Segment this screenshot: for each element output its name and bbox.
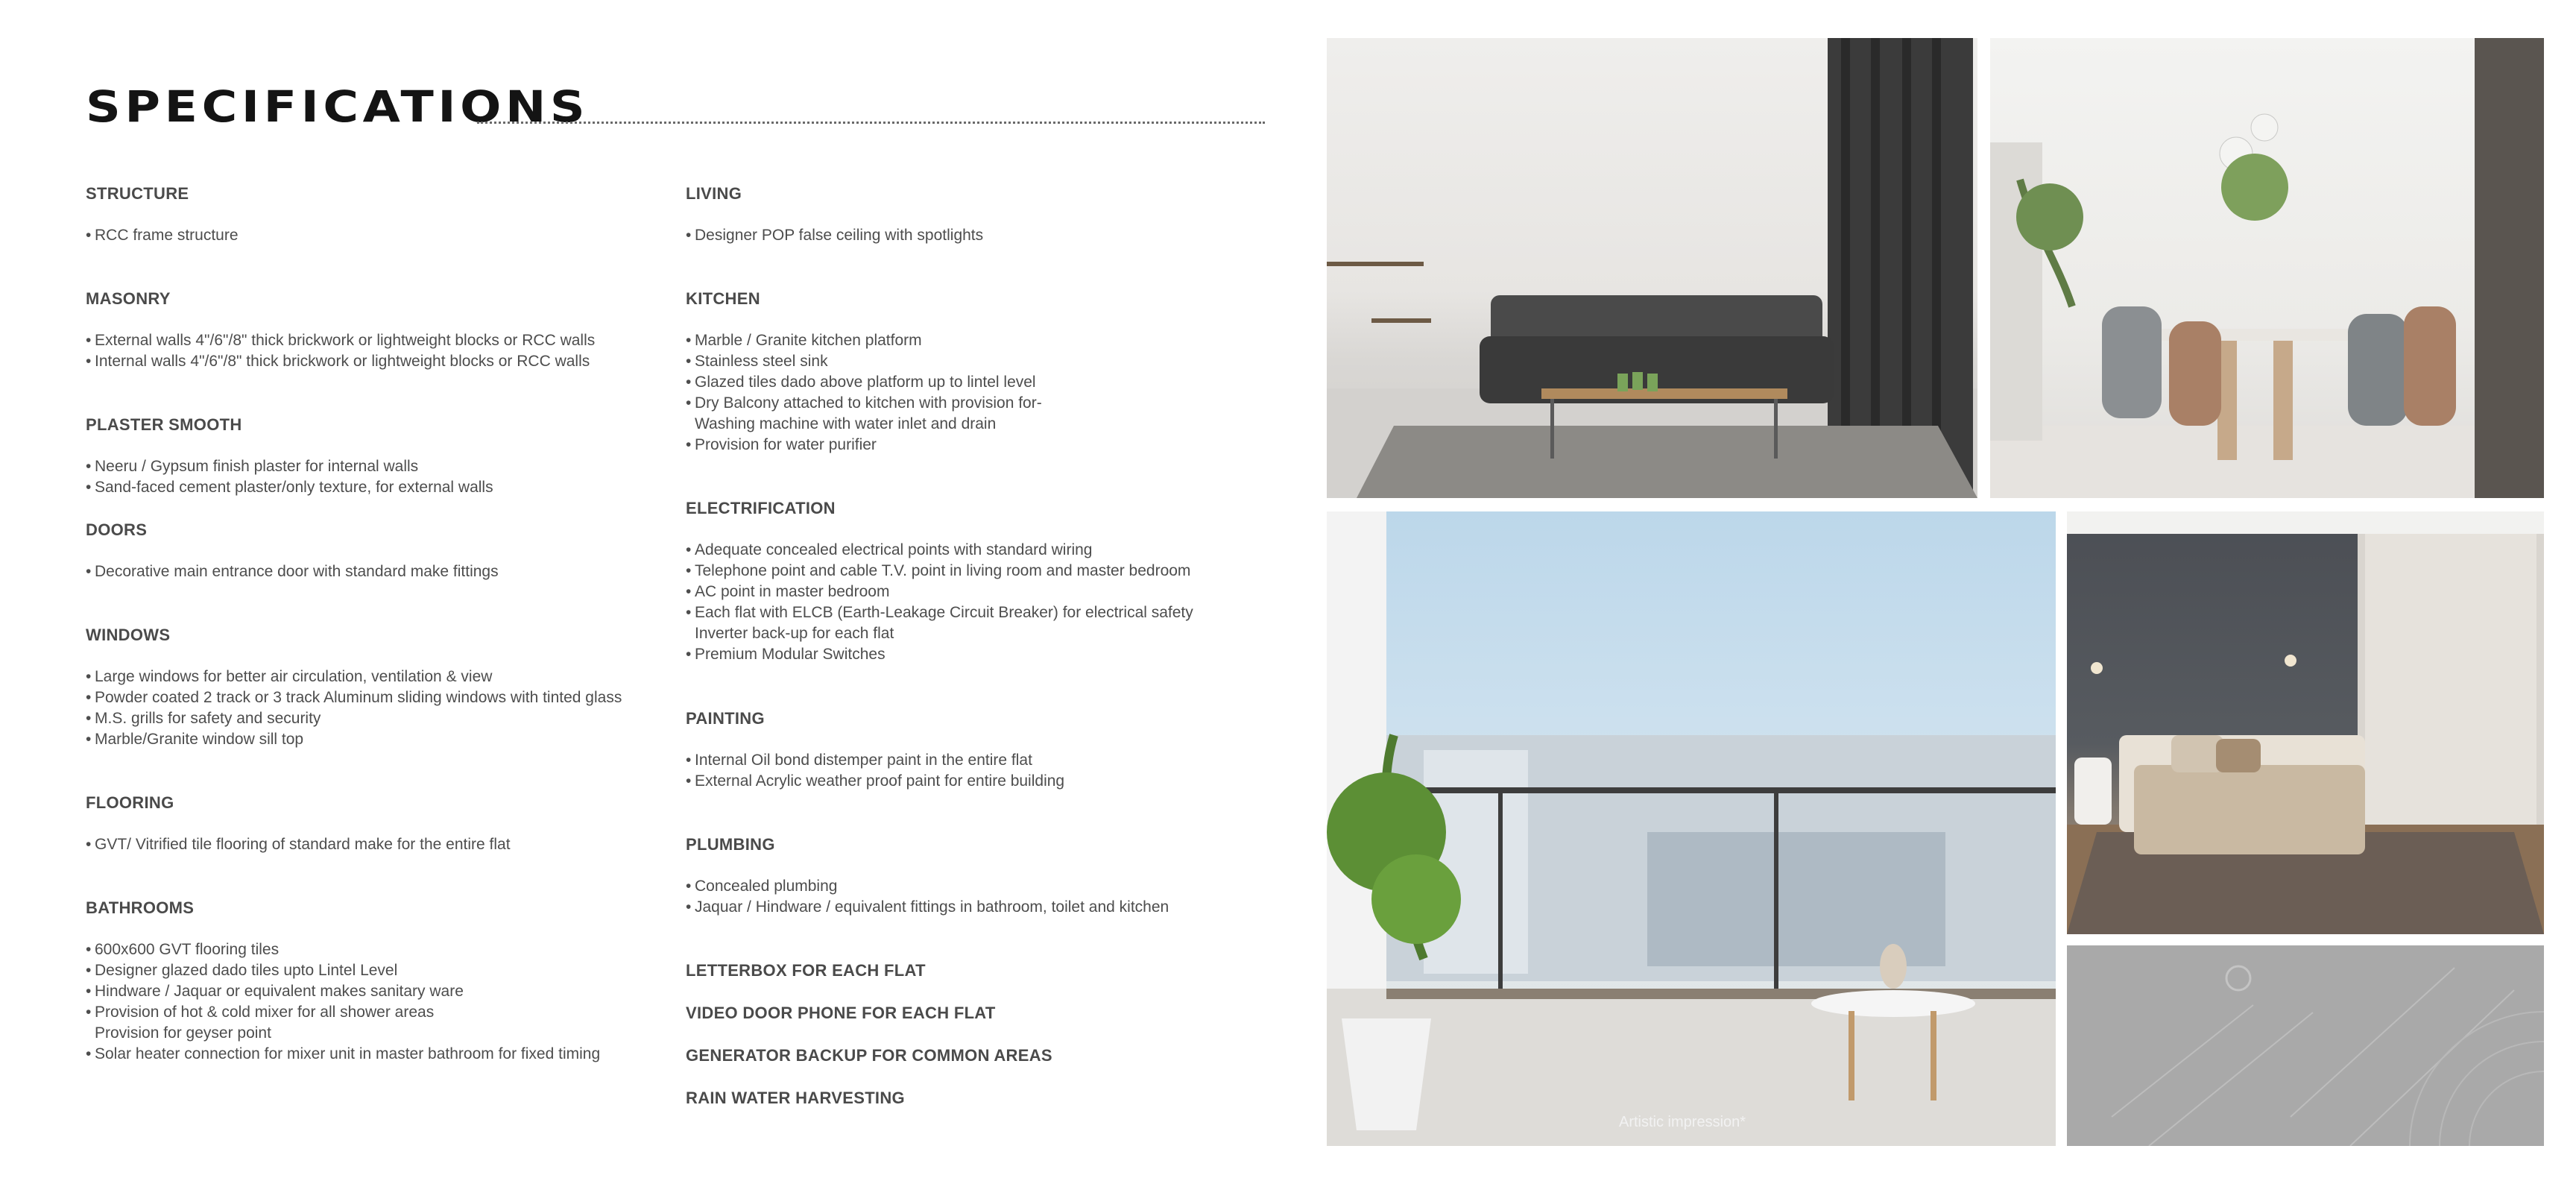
spec-item: • Provision of hot & cold mixer for all shower areas [86, 1004, 435, 1021]
spec-heading-letterbox: LETTERBOX FOR EACH FLAT [686, 961, 926, 980]
living-room-illustration [1327, 38, 1977, 498]
spec-item: • AC point in master bedroom [686, 583, 890, 600]
spec-item: • Jaquar / Hindware / equivalent fittings in bathroom, toilet and kitchen [686, 898, 1169, 916]
spec-item: • Large windows for better air circulation, ventilation & view [86, 668, 493, 685]
spec-section-masonry [86, 289, 667, 372]
spec-section-living [686, 183, 1267, 246]
spec-item: Provision for geyser point [95, 1024, 271, 1042]
spec-item: • Sand-faced cement plaster/only texture, for external walls [86, 479, 493, 496]
spec-item: • Designer glazed dado tiles upto Lintel Level [86, 962, 398, 979]
spec-item: • Each flat with ELCB (Earth-Leakage Circuit Breaker) for electrical safety [686, 604, 1193, 621]
spec-item: • Powder coated 2 track or 3 track Aluminum sliding windows with tinted glass [86, 689, 622, 706]
section-heading: KITCHEN [686, 289, 760, 308]
spec-section-painting [686, 708, 1267, 792]
page-title: SPECIFICATIONS [86, 81, 590, 132]
spec-item: • GVT/ Vitrified tile flooring of standard make for the entire flat [86, 836, 511, 853]
spec-section-flooring [86, 793, 667, 855]
spec-item: • Telephone point and cable T.V. point in living room and master bedroom [686, 562, 1191, 579]
spec-section-windows [86, 625, 667, 750]
spec-item: • Dry Balcony attached to kitchen with provision for- [686, 394, 1042, 412]
spec-item: • Hindware / Jaquar or equivalent makes sanitary ware [86, 983, 464, 1000]
spec-item: • Glazed tiles dado above platform up to lintel level [686, 374, 1036, 391]
section-heading: ELECTRIFICATION [686, 499, 836, 517]
dining-room-illustration [1990, 38, 2544, 498]
spec-item: • Internal walls 4"/6"/8" thick brickwork or lightweight blocks or RCC walls [86, 353, 590, 370]
spec-item: • External walls 4"/6"/8" thick brickwork or lightweight blocks or RCC walls [86, 332, 596, 349]
spec-item: • Internal Oil bond distemper paint in the entire flat [686, 752, 1032, 769]
spec-item: • Stainless steel sink [686, 353, 828, 370]
spec-section-doors [86, 520, 667, 582]
spec-section-electrification [686, 498, 1267, 665]
spec-item: • Neeru / Gypsum finish plaster for internal walls [86, 458, 419, 475]
spec-item: • RCC frame structure [86, 227, 239, 244]
spec-item: • Concealed plumbing [686, 878, 838, 895]
title-bar [86, 81, 1265, 132]
balcony-photo-caption: Artistic impression* [1619, 1114, 1746, 1130]
section-heading: PLUMBING [686, 835, 775, 854]
spec-item: • M.S. grills for safety and security [86, 710, 321, 727]
spec-item: • Decorative main entrance door with standard make fittings [86, 563, 499, 580]
spec-item: • Premium Modular Switches [686, 646, 886, 663]
section-heading: MASONRY [86, 289, 171, 308]
balcony-photo [1327, 511, 2056, 1146]
decorative-pattern [2067, 945, 2544, 1146]
section-heading: FLOORING [86, 793, 174, 812]
bedroom-photo [2067, 511, 2544, 934]
balcony-illustration [1327, 511, 2056, 1146]
section-heading: STRUCTURE [86, 184, 189, 203]
spec-heading-generator-backup: GENERATOR BACKUP FOR COMMON AREAS [686, 1046, 1052, 1065]
section-heading: WINDOWS [86, 626, 171, 644]
spec-item: • Solar heater connection for mixer unit in master bathroom for fixed timing [86, 1045, 601, 1062]
spec-heading-video-door-phone: VIDEO DOOR PHONE FOR EACH FLAT [686, 1004, 996, 1022]
spec-item-continuation: Washing machine with water inlet and drain [695, 415, 997, 432]
spec-item: • Adequate concealed electrical points with standard wiring [686, 541, 1093, 558]
spec-item: • Designer POP false ceiling with spotlights [686, 227, 984, 244]
title-dotted-rule [477, 122, 1265, 124]
section-heading: DOORS [86, 520, 148, 539]
section-heading: PLASTER SMOOTH [86, 415, 242, 434]
spec-item: • Provision for water purifier [686, 436, 877, 453]
spec-item: • Marble / Granite kitchen platform [686, 332, 922, 349]
spec-item: • Marble/Granite window sill top [86, 731, 304, 748]
section-heading: LIVING [686, 184, 742, 203]
bedroom-illustration [2067, 511, 2544, 934]
spec-item-continuation: Inverter back-up for each flat [695, 625, 894, 642]
spec-item: • 600x600 GVT flooring tiles [86, 941, 280, 958]
spec-section-structure [86, 183, 667, 246]
spec-section-bathrooms [86, 898, 667, 1065]
section-heading: BATHROOMS [86, 898, 195, 917]
spec-section-kitchen [686, 289, 1267, 456]
spec-section-plumbing [686, 834, 1267, 918]
spec-section-plaster [86, 415, 667, 498]
living-room-photo [1327, 38, 1977, 498]
section-heading: PAINTING [686, 709, 765, 728]
decorative-pattern-panel [2067, 945, 2544, 1146]
spec-heading-rain-water-harvesting: RAIN WATER HARVESTING [686, 1089, 905, 1107]
dining-room-photo [1990, 38, 2544, 498]
spec-item: • External Acrylic weather proof paint for entire building [686, 772, 1065, 790]
